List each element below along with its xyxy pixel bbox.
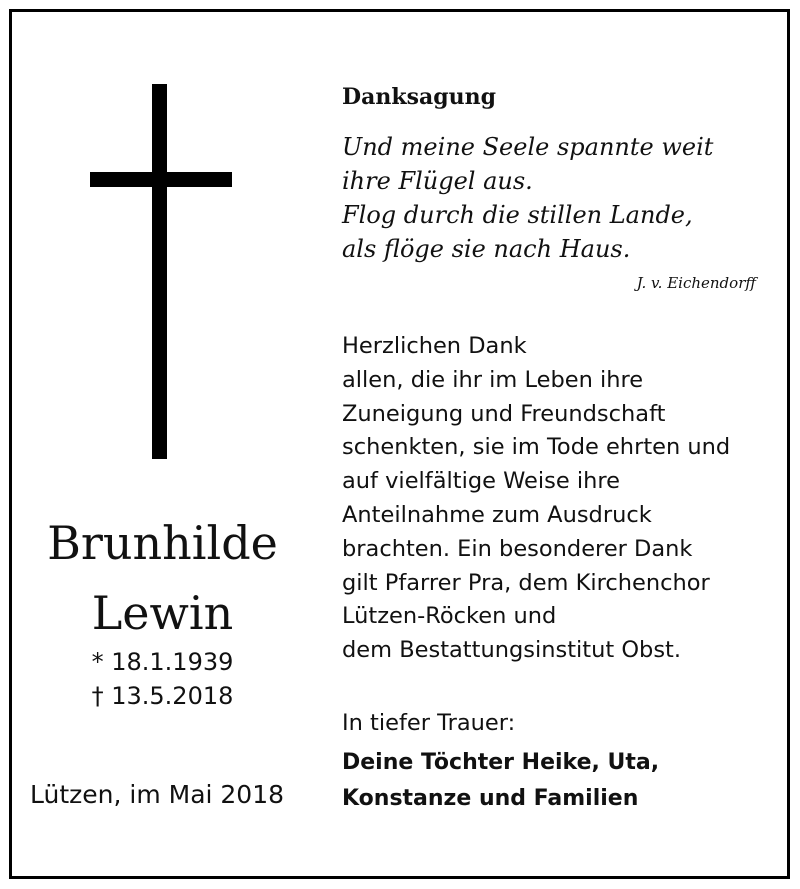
poem-line: Und meine Seele spannte weit [342, 133, 714, 161]
thanks-text [342, 330, 782, 668]
thanks-line: gilt Pfarrer Pra, dem Kirchenchor [342, 569, 710, 596]
poem-line: als flöge sie nach Haus. [342, 235, 631, 263]
death-date: † 13.5.2018 [91, 682, 234, 710]
place-date: Lützen, im Mai 2018 [30, 780, 285, 809]
deceased-first-name: Brunhilde [47, 516, 278, 570]
cross-icon [152, 84, 167, 459]
cross-icon-bar [90, 172, 232, 187]
thanks-line: allen, die ihr im Leben ihre [342, 366, 644, 393]
thanks-line: Lützen-Röcken und [342, 603, 557, 630]
signers [342, 745, 782, 817]
signer-line: Konstanze und Familien [342, 786, 639, 811]
thanks-line: brachten. Ein besonderer Dank [342, 535, 693, 562]
mourning-label: In tiefer Trauer: [342, 710, 516, 736]
heading: Danksagung [342, 84, 496, 110]
thanks-line: dem Bestattungsinstitut Obst. [342, 637, 682, 664]
poem [342, 130, 782, 266]
deceased-last-name: Lewin [91, 586, 234, 640]
thanks-line: auf vielfältige Weise ihre [342, 468, 620, 495]
thanks-line: Anteilnahme zum Ausdruck [342, 501, 652, 528]
thanks-line: Zuneigung und Freundschaft [342, 400, 666, 427]
signer-line: Deine Töchter Heike, Uta, [342, 750, 660, 775]
poem-line: Flog durch die stillen Lande, [342, 201, 693, 229]
birth-date: * 18.1.1939 [91, 648, 234, 676]
thanks-line: schenkten, sie im Tode ehrten und [342, 434, 731, 461]
poem-line: ihre Flügel aus. [342, 167, 533, 195]
thanks-line: Herzlichen Dank [342, 333, 527, 359]
poem-author: J. v. Eichendorff [636, 274, 756, 292]
